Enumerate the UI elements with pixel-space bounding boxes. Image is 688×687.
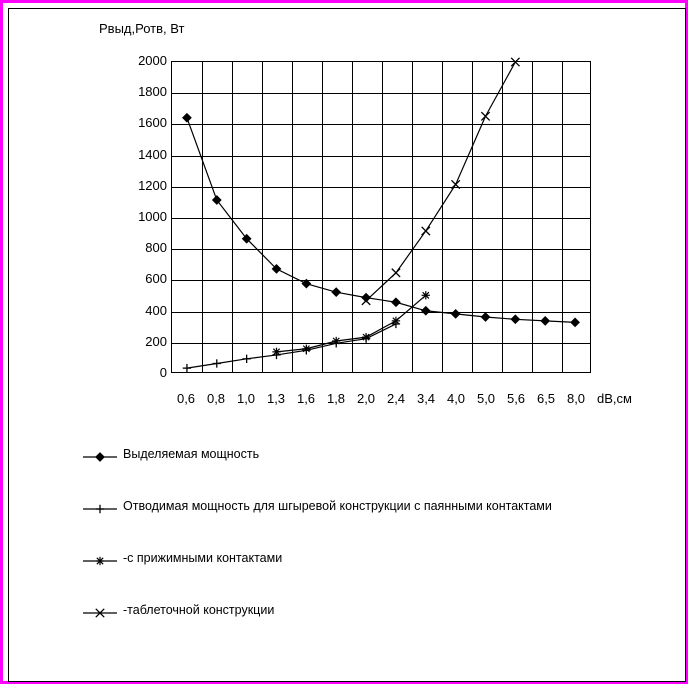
legend-marker-asterisk-icon	[81, 553, 119, 569]
x-tick-label: 1,0	[236, 391, 256, 406]
y-axis-title: Рвыд,Ротв, Вт	[99, 21, 185, 36]
plot-area	[171, 61, 591, 373]
x-tick-label: 2,0	[356, 391, 376, 406]
x-tick-label: 1,8	[326, 391, 346, 406]
x-tick-label: 4,0	[446, 391, 466, 406]
legend-item	[81, 443, 641, 495]
gridline-horizontal	[172, 280, 590, 281]
legend-label: -таблеточной конструкции	[123, 603, 275, 617]
gridline-vertical	[262, 62, 263, 372]
x-tick-label: 6,5	[536, 391, 556, 406]
x-tick-label: 1,3	[266, 391, 286, 406]
gridline-horizontal	[172, 312, 590, 313]
legend-label: -с прижимными контактами	[123, 551, 283, 565]
x-tick-label: 0,6	[176, 391, 196, 406]
y-axis-tick-labels	[111, 53, 167, 380]
gridline-vertical	[562, 62, 563, 372]
x-tick-label: 1,6	[296, 391, 316, 406]
gridline-vertical	[442, 62, 443, 372]
gridline-horizontal	[172, 93, 590, 94]
y-tick-label: 0	[159, 365, 167, 380]
gridline-vertical	[232, 62, 233, 372]
y-tick-label: 600	[145, 271, 167, 287]
gridline-vertical	[472, 62, 473, 372]
x-tick-label: 0,8	[206, 391, 226, 406]
y-tick-label: 800	[145, 240, 167, 256]
x-axis-tick-labels	[171, 377, 591, 406]
x-tick-label: 3,4	[416, 391, 436, 406]
x-axis-title: dB,см	[597, 391, 632, 406]
legend-label: Отводимая мощность для шгыревой конструкции с паянными контактами	[123, 499, 552, 513]
legend-marker-plus-icon	[81, 501, 119, 517]
gridline-horizontal	[172, 218, 590, 219]
y-tick-label: 2000	[138, 53, 167, 68]
legend-marker-cross-icon	[81, 605, 119, 621]
gridline-horizontal	[172, 343, 590, 344]
gridline-vertical	[322, 62, 323, 372]
y-tick-label: 1600	[138, 115, 167, 131]
x-tick-label: 5,0	[476, 391, 496, 406]
y-tick-label: 1200	[138, 177, 167, 193]
data-series	[362, 58, 520, 305]
y-tick-label: 1000	[138, 209, 167, 224]
legend-item	[81, 547, 641, 599]
y-tick-label: 1400	[138, 146, 167, 162]
gridline-vertical	[292, 62, 293, 372]
data-series	[183, 114, 580, 327]
y-tick-label: 200	[145, 333, 167, 349]
legend-label: Выделяемая мощность	[123, 447, 260, 461]
gridline-vertical	[532, 62, 533, 372]
gridline-vertical	[202, 62, 203, 372]
x-tick-label: 5,6	[506, 391, 526, 406]
x-tick-label: 2,4	[386, 391, 406, 406]
gridline-vertical	[352, 62, 353, 372]
chart-legend	[81, 443, 641, 651]
gridline-vertical	[382, 62, 383, 372]
y-tick-label: 400	[145, 302, 167, 318]
x-tick-label: 8,0	[566, 391, 586, 406]
series-layer	[172, 62, 590, 372]
gridline-vertical	[502, 62, 503, 372]
legend-item	[81, 495, 641, 547]
gridline-horizontal	[172, 124, 590, 125]
legend-marker-diamond-icon	[81, 449, 119, 465]
gridline-horizontal	[172, 249, 590, 250]
legend-item	[81, 599, 641, 651]
gridline-horizontal	[172, 156, 590, 157]
y-tick-label: 1800	[138, 84, 167, 100]
gridline-vertical	[412, 62, 413, 372]
gridline-horizontal	[172, 187, 590, 188]
chart-figure	[3, 3, 688, 687]
